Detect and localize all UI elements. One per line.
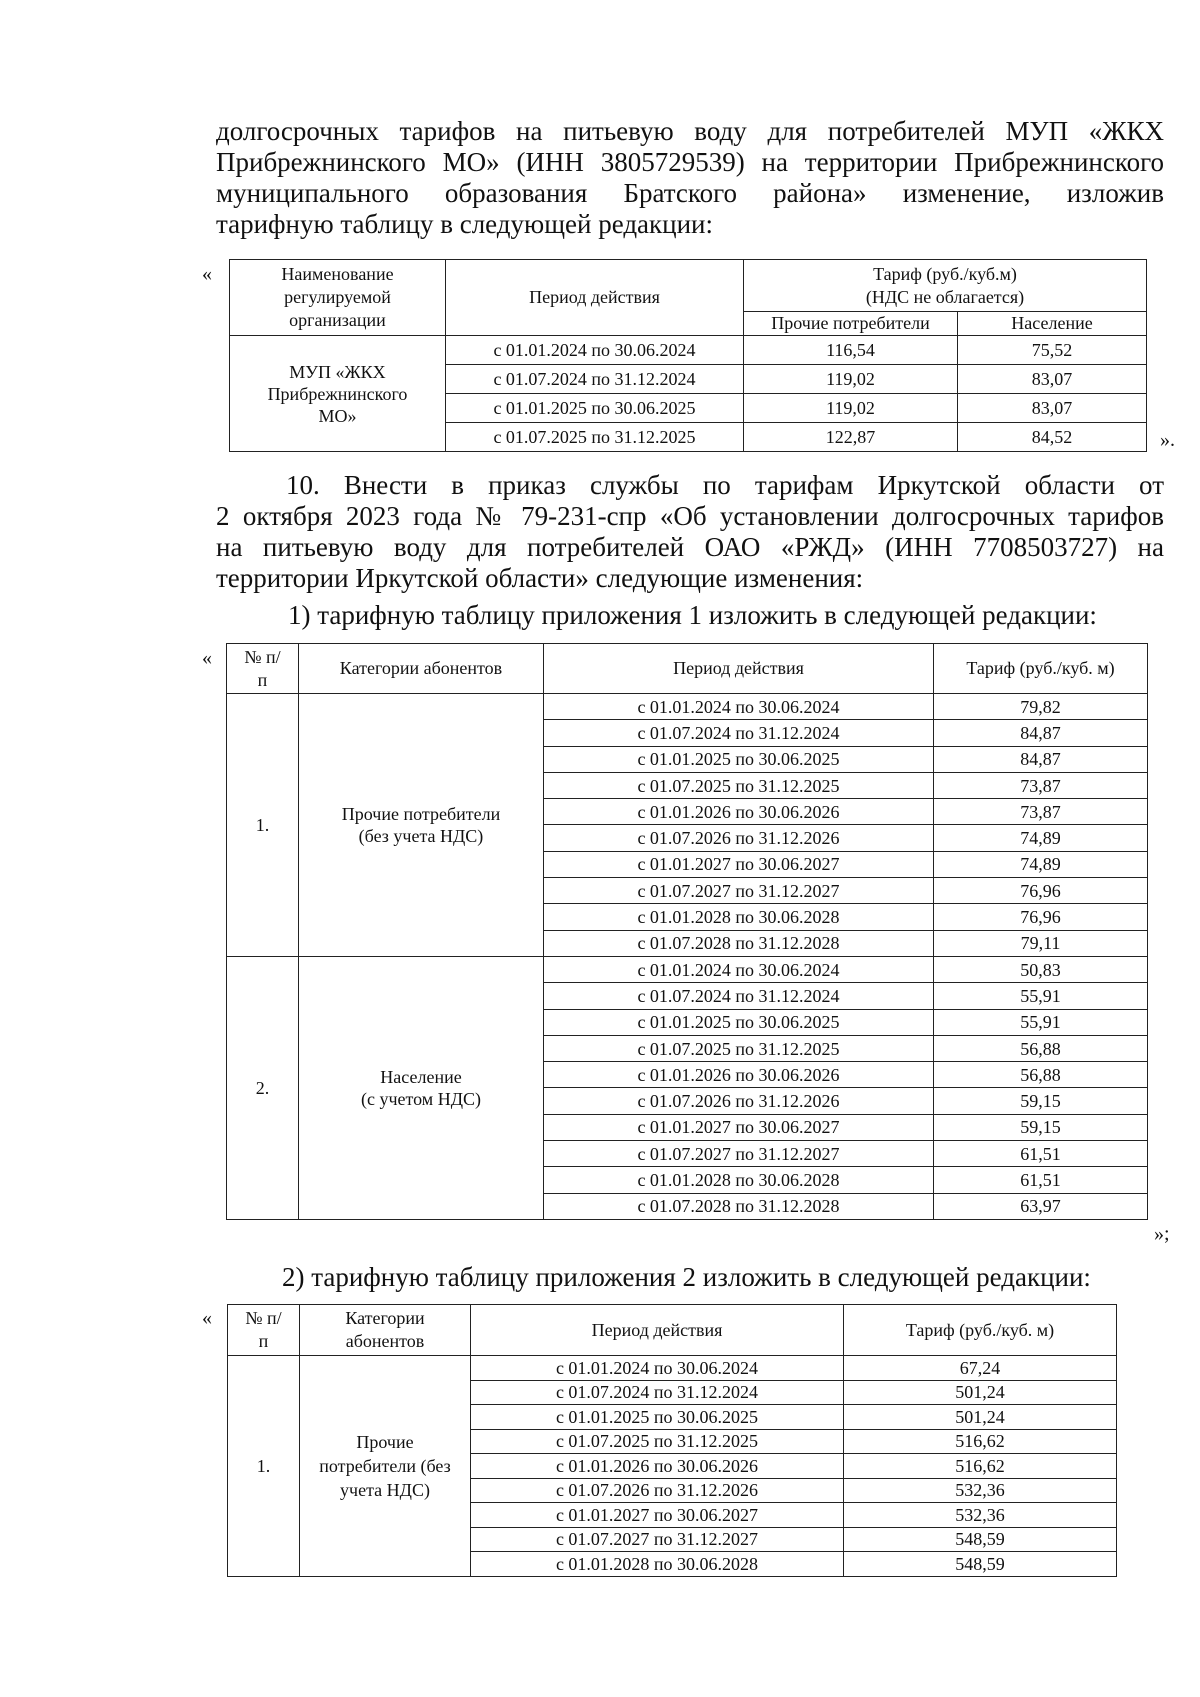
period-cell: с 01.07.2026 по 31.12.2026 — [544, 825, 934, 851]
intro-line: Прибрежнинского МО» (ИНН 3805729539) на территории Прибрежнинского — [216, 147, 1164, 177]
period-cell: с 01.01.2025 по 30.06.2025 — [544, 1009, 934, 1035]
open-quote: « — [202, 263, 212, 285]
period-cell: с 01.01.2024 по 30.06.2024 — [544, 694, 934, 720]
tariff-cell: 76,96 — [934, 904, 1148, 930]
intro-line: муниципального образования Братского района» изменение, изложив — [216, 178, 1164, 208]
close-quote: »; — [1154, 1223, 1170, 1245]
period-cell: с 01.01.2027 по 30.06.2027 — [544, 1114, 934, 1140]
header-other: Прочие потребители — [744, 312, 958, 336]
tariff-cell: 501,24 — [844, 1405, 1117, 1430]
category-line: Прочие потребители — [341, 803, 501, 824]
header-tariff — [744, 260, 1147, 312]
period-cell: с 01.01.2026 по 30.06.2026 — [471, 1454, 844, 1479]
period-cell: с 01.07.2024 по 31.12.2024 — [544, 983, 934, 1009]
table-row — [228, 1356, 1117, 1381]
tariff-cell: 122,87 — [744, 423, 958, 452]
para10-line: 2 октября 2023 года № 79-231-спр «Об установлении долгосрочных тарифов — [216, 501, 1164, 531]
intro-line: долгосрочных тарифов на питьевую воду для потребителей МУП «ЖКХ — [216, 116, 1164, 146]
para10-line: на питьевую воду для потребителей ОАО «РЖД» (ИНН 7708503727) на — [216, 532, 1164, 562]
tariff-cell: 50,83 — [934, 956, 1148, 982]
category-line: (с учетом НДС) — [361, 1088, 481, 1109]
tariff-cell: 74,89 — [934, 851, 1148, 877]
intro-line: тарифную таблицу в следующей редакции: — [216, 209, 714, 239]
tariff-cell: 84,87 — [934, 720, 1148, 746]
tariff-cell: 75,52 — [958, 336, 1147, 365]
tariff-cell: 61,51 — [934, 1141, 1148, 1167]
tariff-cell: 119,02 — [744, 365, 958, 394]
header-num: № п/п — [227, 644, 299, 694]
tariff-cell: 548,59 — [844, 1552, 1117, 1577]
header-population: Население — [958, 312, 1147, 336]
header-category: Категории абонентов — [300, 1305, 471, 1356]
header-period: Период действия — [446, 260, 744, 336]
period-cell: с 01.07.2026 по 31.12.2026 — [471, 1478, 844, 1503]
period-cell: с 01.07.2028 по 31.12.2028 — [544, 1193, 934, 1219]
tariff-cell: 59,15 — [934, 1088, 1148, 1114]
paragraph-10 — [216, 470, 1164, 594]
period-cell: с 01.01.2025 по 30.06.2025 — [471, 1405, 844, 1430]
tariff-cell: 84,52 — [958, 423, 1147, 452]
para10-line: 10. Внести в приказ службы по тарифам Иркутской области от — [286, 470, 1164, 500]
tariff-cell: 56,88 — [934, 1035, 1148, 1061]
tariff-cell: 55,91 — [934, 983, 1148, 1009]
period-cell: с 01.01.2028 по 30.06.2028 — [471, 1552, 844, 1577]
period-cell: с 01.01.2026 по 30.06.2026 — [544, 1062, 934, 1088]
tariff-cell: 73,87 — [934, 772, 1148, 798]
table-row — [230, 336, 1147, 365]
tariff-cell: 74,89 — [934, 825, 1148, 851]
tariff-cell: 83,07 — [958, 365, 1147, 394]
period-cell: с 01.07.2025 по 31.12.2025 — [544, 772, 934, 798]
group-num: 1. — [227, 694, 299, 957]
period-cell: с 01.07.2025 по 31.12.2025 — [446, 423, 744, 452]
header-category: Категории абонентов — [299, 644, 544, 694]
header-period: Период действия — [471, 1305, 844, 1356]
tariff-cell: 79,11 — [934, 930, 1148, 956]
tariff-cell: 79,82 — [934, 694, 1148, 720]
tariff-cell: 67,24 — [844, 1356, 1117, 1381]
tariff-table-1 — [229, 259, 1147, 452]
period-cell: с 01.07.2024 по 31.12.2024 — [544, 720, 934, 746]
tariff-cell: 76,96 — [934, 878, 1148, 904]
group-num: 1. — [228, 1356, 300, 1577]
period-cell: с 01.07.2027 по 31.12.2027 — [471, 1527, 844, 1552]
close-quote: ». — [1160, 429, 1175, 451]
subitem-1: 1) тарифную таблицу приложения 1 изложить в следующей редакции: — [288, 600, 1097, 630]
tariff-cell: 548,59 — [844, 1527, 1117, 1552]
tariff-cell: 516,62 — [844, 1454, 1117, 1479]
header-tariff: Тариф (руб./куб. м) — [934, 644, 1148, 694]
header-tariff-note: (НДС не облагается) — [865, 286, 1025, 307]
header-num: № п/п — [228, 1305, 300, 1356]
tariff-cell: 84,87 — [934, 746, 1148, 772]
group-category — [299, 956, 544, 1219]
tariff-table-3 — [227, 1304, 1117, 1577]
tariff-cell: 83,07 — [958, 394, 1147, 423]
period-cell: с 01.01.2025 по 30.06.2025 — [446, 394, 744, 423]
period-cell: с 01.01.2027 по 30.06.2027 — [471, 1503, 844, 1528]
open-quote: « — [202, 647, 212, 669]
tariff-cell: 59,15 — [934, 1114, 1148, 1140]
period-cell: с 01.01.2028 по 30.06.2028 — [544, 904, 934, 930]
tariff-cell: 532,36 — [844, 1478, 1117, 1503]
header-org: Наименование регулируемой организации — [230, 260, 446, 336]
period-cell: с 01.07.2025 по 31.12.2025 — [544, 1035, 934, 1061]
intro-paragraph — [216, 116, 1164, 240]
period-cell: с 01.01.2025 по 30.06.2025 — [544, 746, 934, 772]
group-num: 2. — [227, 956, 299, 1219]
org-name: МУП «ЖКХ Прибрежнинского МО» — [230, 336, 446, 452]
category-line: Население — [380, 1066, 462, 1087]
tariff-cell: 73,87 — [934, 799, 1148, 825]
tariff-cell: 119,02 — [744, 394, 958, 423]
period-cell: с 01.07.2024 по 31.12.2024 — [471, 1380, 844, 1405]
category-line: (без учета НДС) — [358, 825, 484, 846]
period-cell: с 01.01.2028 по 30.06.2028 — [544, 1167, 934, 1193]
header-tariff-label: Тариф (руб./куб.м) — [873, 263, 1017, 284]
group-category: Прочие потребители (без учета НДС) — [300, 1356, 471, 1577]
header-tariff: Тариф (руб./куб. м) — [844, 1305, 1117, 1356]
subitem-2: 2) тарифную таблицу приложения 2 изложить в следующей редакции: — [282, 1262, 1091, 1292]
period-cell: с 01.07.2025 по 31.12.2025 — [471, 1429, 844, 1454]
period-cell: с 01.07.2028 по 31.12.2028 — [544, 930, 934, 956]
tariff-cell: 516,62 — [844, 1429, 1117, 1454]
period-cell: с 01.01.2024 по 30.06.2024 — [446, 336, 744, 365]
para10-line: территории Иркутской области» следующие изменения: — [216, 563, 864, 593]
tariff-cell: 501,24 — [844, 1380, 1117, 1405]
period-cell: с 01.01.2024 по 30.06.2024 — [544, 956, 934, 982]
period-cell: с 01.01.2024 по 30.06.2024 — [471, 1356, 844, 1381]
group-category — [299, 694, 544, 957]
period-cell: с 01.01.2026 по 30.06.2026 — [544, 799, 934, 825]
tariff-table-2 — [226, 643, 1148, 1220]
open-quote: « — [202, 1307, 212, 1329]
period-cell: с 01.01.2027 по 30.06.2027 — [544, 851, 934, 877]
period-cell: с 01.07.2027 по 31.12.2027 — [544, 878, 934, 904]
period-cell: с 01.07.2024 по 31.12.2024 — [446, 365, 744, 394]
tariff-cell: 532,36 — [844, 1503, 1117, 1528]
tariff-cell: 63,97 — [934, 1193, 1148, 1219]
period-cell: с 01.07.2026 по 31.12.2026 — [544, 1088, 934, 1114]
table-row — [227, 694, 1148, 720]
tariff-cell: 61,51 — [934, 1167, 1148, 1193]
period-cell: с 01.07.2027 по 31.12.2027 — [544, 1141, 934, 1167]
tariff-cell: 55,91 — [934, 1009, 1148, 1035]
tariff-cell: 116,54 — [744, 336, 958, 365]
header-period: Период действия — [544, 644, 934, 694]
tariff-cell: 56,88 — [934, 1062, 1148, 1088]
table-row — [227, 956, 1148, 982]
